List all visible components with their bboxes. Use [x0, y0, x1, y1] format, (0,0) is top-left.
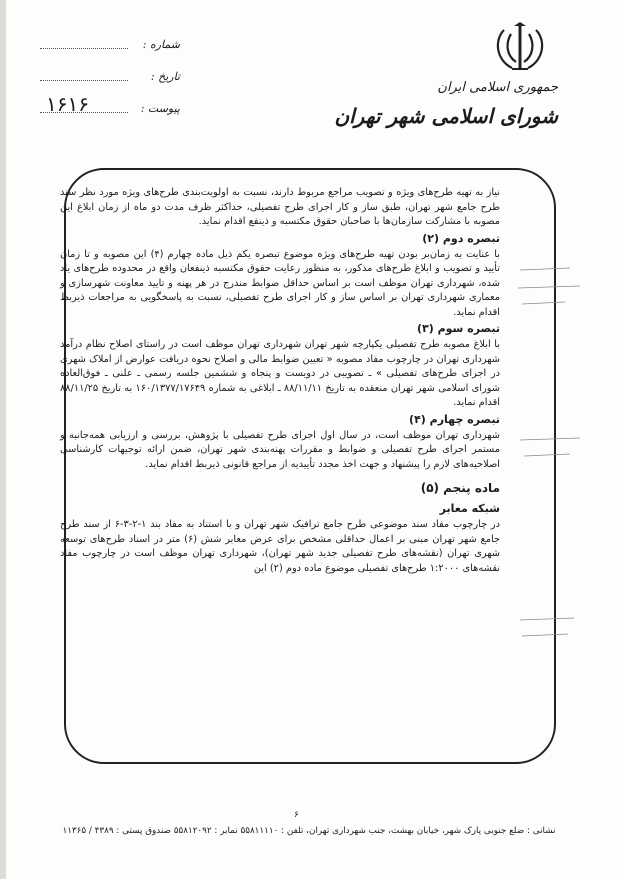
- paragraph-intro: نیاز به تهیه طرح‌های ویژه و تصویب مراجع مربوط دارند، نسبت به اولویت‌بندی طرح‌های ویژه مورد نظر سند طرح جامع شهر تهران، طبق ساز و کار اجرای طرح تفصیلی، حداکثر ظرف مدت دو ماه از زمان ابلاغ این مصوبه با مشارکت سازمان‌ها با صاحبان حقوق مکتسبه و ذینفع اقدام نماید.: [60, 187, 500, 227]
- org-name-line2: شورای اسلامی شهر تهران: [334, 104, 558, 128]
- heading-note-4: تبصره چهارم (۴): [409, 412, 500, 426]
- attachment-value: ۱۶۱۶: [46, 92, 89, 116]
- heading-road-network: شبکه معابر: [439, 502, 500, 515]
- heading-note-2: تبصره دوم (۲): [422, 231, 500, 245]
- emblem-icon: [490, 22, 550, 74]
- footer-address: نشانی : ضلع جنوبی پارک شهر، خیابان بهشت، جنب شهرداری تهران، تلفن : ۵۵۸۱۱۱۱۰ نمابر : ۵۵۸۱۲۰۹۲ صندوق پستی : ۴۳۸۹ / ۱۱۳۶۵: [62, 826, 556, 836]
- letterhead: [0, 0, 618, 170]
- date-field: [40, 66, 180, 88]
- paragraph-note-3: با ابلاغ مصوبه طرح تفصیلی یکپارچه شهر تهران شهرداری تهران موظف است در راستای اصلاح نظام درآمد شهرداری تهران در چارچوب مفاد مصوبه « تعیین ضوابط مالی و اصلاح نحوه دریافت عوارض از املاک شهری در اجرای طرح‌های تفصیلی » ـ تصویبی در دویست و پنجاه و ششمین جلسه رسمی ـ علنی ـ فوق‌العاده شورای اسلامی شهر تهران منعقده به تاریخ ۸۸/۱۱/۱۱ ـ ابلاغی به شماره ۱۶۰/۱۳۷۷/۱۷۶۴۹ به تاریخ ۸۸/۱۱/۲۵ اقدام نماید.: [60, 339, 500, 408]
- ref-number-field: [40, 34, 180, 56]
- handwritten-margin-marks: [510, 200, 610, 760]
- body-text: [60, 186, 500, 576]
- paragraph-note-2: با عنایت به زمان‌بر بودن تهیه طرح‌های ویژه موضوع تبصره یکم ذیل ماده چهارم (۴) این مصوبه و تا زمان تأیید و تصویب و ابلاغ طرح‌های مذکور، به منظور رعایت حقوق مکتسبه ذینفعان واقع در محدوده طرح‌های یاد شده، شهرداری تهران موظف است بر اساس حداقل ضوابط مندرج در هر پهنه و تایید معاونت شهرسازی و معماری شهرداری تهران بر اساس ساز و کار اجرای طرح تفصیلی، نسبت به پاسخگویی به مراجعات ذیربط اقدام نماید.: [60, 248, 500, 318]
- org-name-line1: جمهوری اسلامی ایران: [437, 80, 558, 95]
- heading-note-3: تبصره سوم (۳): [416, 322, 500, 335]
- attachment-field: [40, 92, 180, 120]
- heading-article-5: ماده پنجم (۵): [420, 481, 500, 495]
- attachment-label: پیوست :: [140, 102, 180, 115]
- paragraph-note-4: شهرداری تهران موظف است، در سال اول اجرای طرح تفصیلی با پژوهش، بررسی و ارزیابی همه‌جانبه و مستمر اجرای طرح تفصیلی و ضوابط و مقررات پهنه‌بندی شهر تهران، ضمن ارائه توجیهات کارشناسی اصلاحیه‌های لازم را پیشنهاد و جهت اخذ مجدد تأییدیه از مراجع قانونی ذیربط اقدام نماید.: [60, 429, 500, 470]
- paragraph-road-network: در چارچوب مفاد سند موضوعی طرح جامع ترافیک شهر تهران و با استناد به مفاد بند ۱-۲-۳-۶ از سند طرح جامع شهر تهران مبنی بر اعمال حداقلی مشخص برای عرض معابر شش (۶) متر در اسناد طرح‌های توسعه شهری تهران (نقشه‌های طرح تفصیلی جدید شهر تهران)، شهرداری تهران موظف است در چارچوب مفاد نقشه‌های ۱:۲۰۰۰ طرح‌های تفصیلی موضوع ماده دوم (۲) این: [60, 519, 500, 574]
- page-number: ۶: [294, 810, 299, 820]
- ref-number-label: شماره :: [142, 38, 180, 51]
- date-label: تاریخ :: [150, 70, 180, 83]
